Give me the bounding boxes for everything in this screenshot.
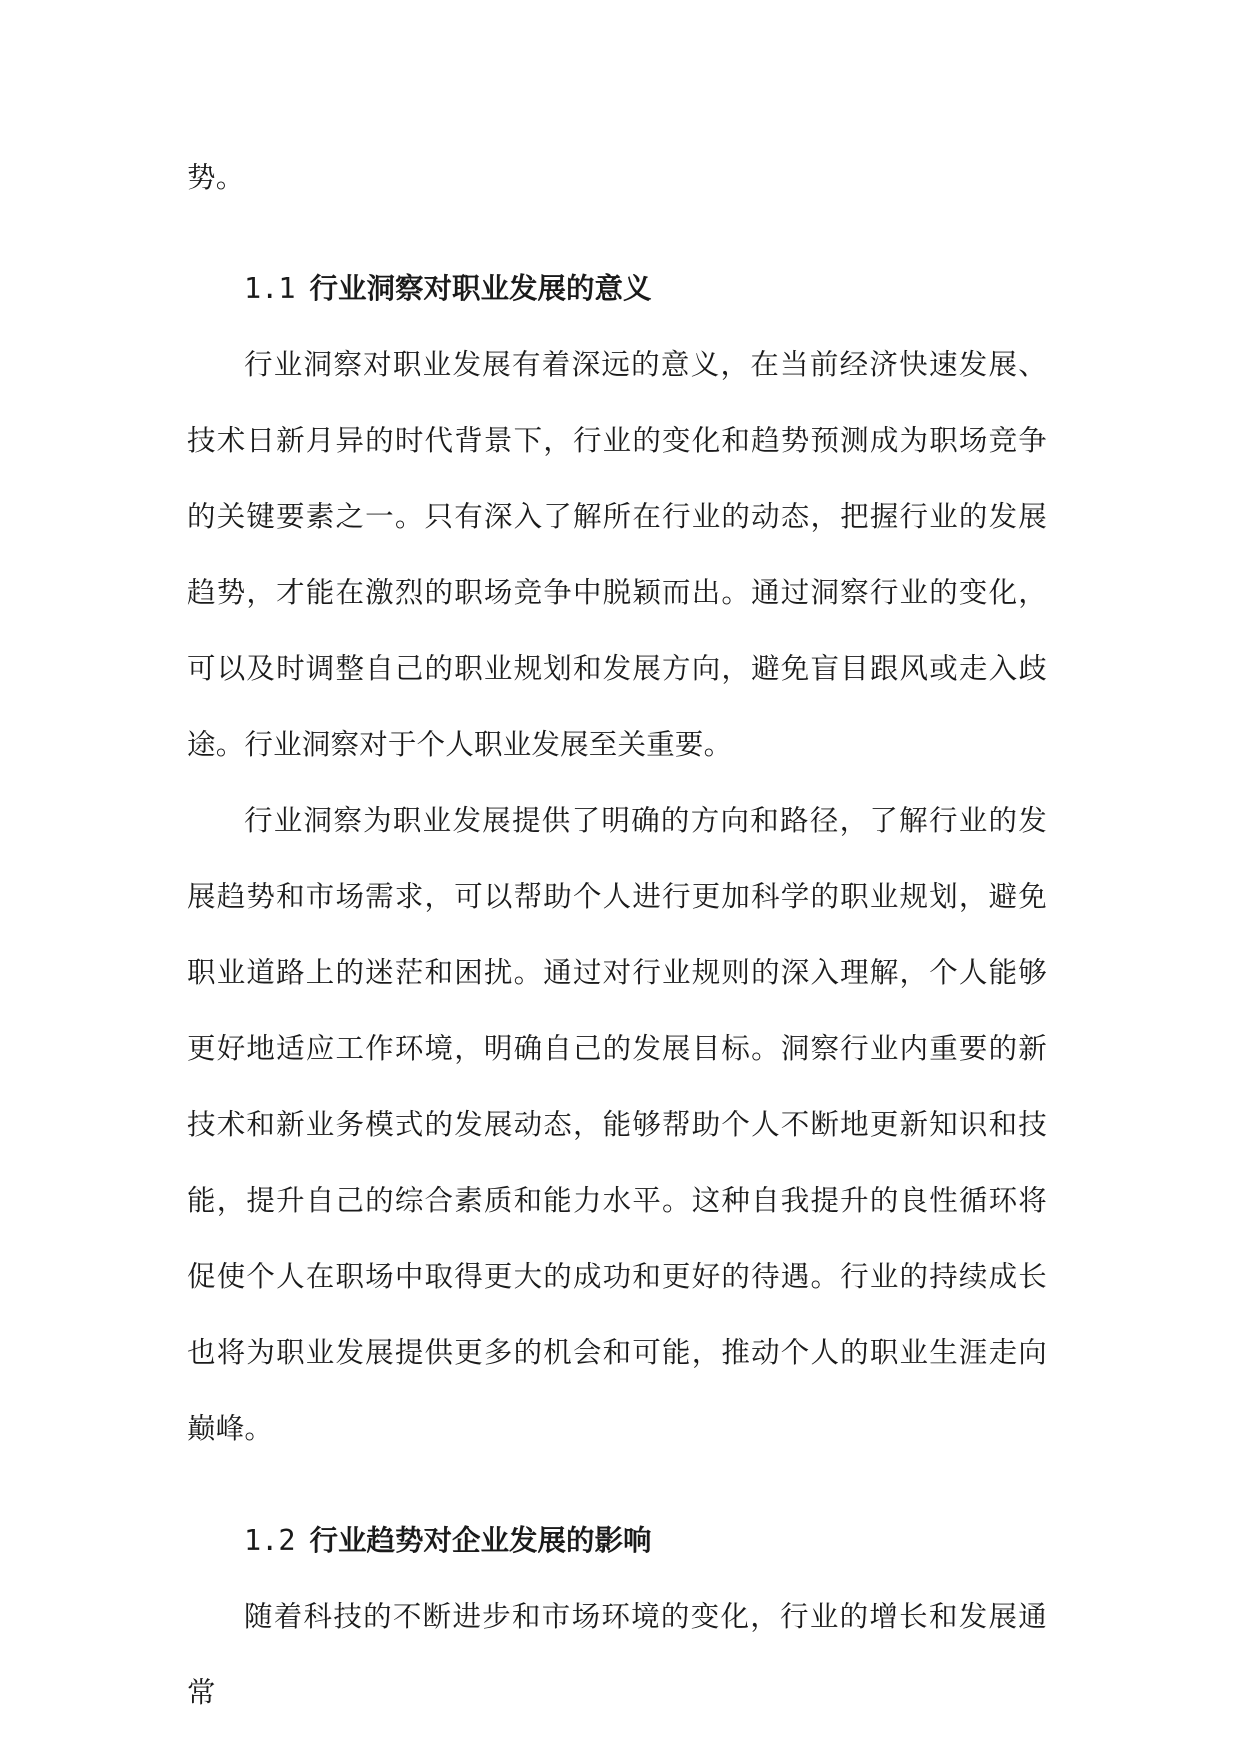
document-body [187, 140, 1047, 1731]
section-1-2-paragraph-1: 随着科技的不断进步和市场环境的变化，行业的增长和发展通常 [187, 1600, 1047, 1709]
section-1-1-paragraph-2: 行业洞察为职业发展提供了明确的方向和路径，了解行业的发展趋势和市场需求，可以帮助个人进行更加科学的职业规划，避免职业道路上的迷茫和困扰。通过对行业规则的深入理解，个人能够更好地适应工作环境，明确自己的发展目标。洞察行业内重要的新技术和新业务模式的发展动态，能够帮助个人不断地更新知识和技能，提升自己的综合素质和能力水平。这种自我提升的良性循环将促使个人在职场中取得更大的成功和更好的待遇。行业的持续成长也将为职业发展提供更多的机会和可能，推动个人的职业生涯走向巅峰。 [187, 804, 1047, 1445]
section-heading-1-2 [187, 1503, 1047, 1579]
section-title: 行业趋势对企业发展的影响 [309, 1524, 652, 1557]
section-heading-1-1 [187, 251, 1047, 327]
section-1-1-paragraph-1: 行业洞察对职业发展有着深远的意义，在当前经济快速发展、技术日新月异的时代背景下，行业的变化和趋势预测成为职场竞争的关键要素之一。只有深入了解所在行业的动态，把握行业的发展趋势，才能在激烈的职场竞争中脱颖而出。通过洞察行业的变化，可以及时调整自己的职业规划和发展方向，避免盲目跟风或走入歧途。行业洞察对于个人职业发展至关重要。 [187, 348, 1047, 761]
continuation-paragraph: 势。 [187, 161, 245, 194]
section-title: 行业洞察对职业发展的意义 [309, 272, 652, 305]
section-number: 1.2 [244, 1524, 296, 1557]
section-number: 1.1 [244, 272, 296, 305]
